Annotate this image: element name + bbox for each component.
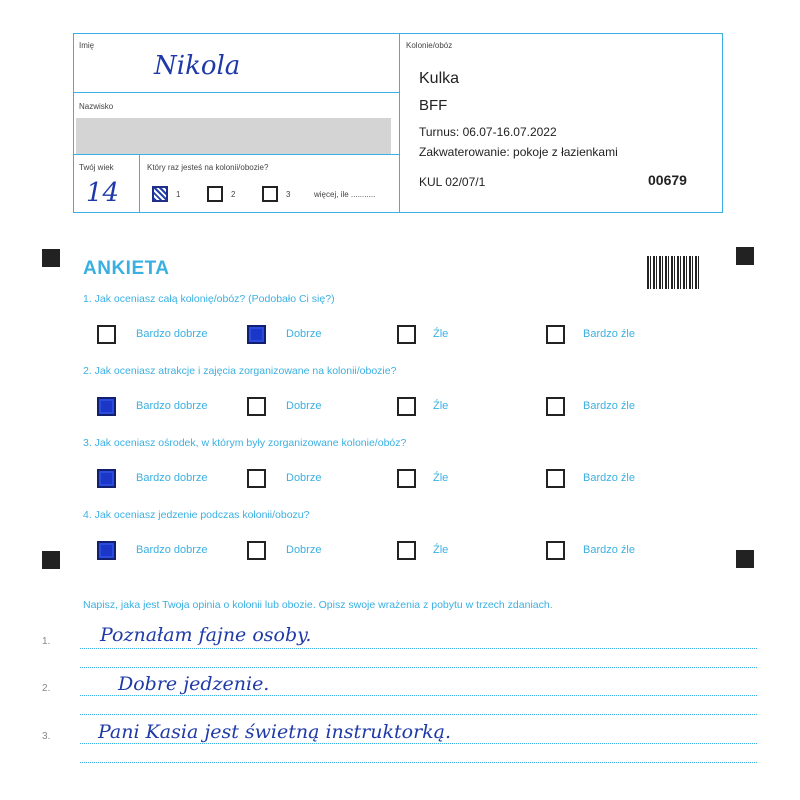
rating-checkbox[interactable] [546,541,565,560]
dotted-line [80,762,757,763]
registration-marker [42,551,60,569]
turnus: Turnus: 06.07-16.07.2022 [419,125,557,139]
colony-sub: BFF [419,97,448,114]
rating-label: Bardzo źle [583,328,635,340]
rating-label: Bardzo źle [583,400,635,412]
answer-1[interactable]: Poznałam fajne osoby. [100,624,312,646]
first-name-label: Imię [79,41,95,50]
registration-marker [736,550,754,568]
lodging: Zakwaterowanie: pokoje z łazienkami [419,145,618,159]
line-number: 1. [42,636,51,647]
times-option-2: 2 [231,190,236,199]
barcode [647,256,701,289]
rating-checkbox[interactable] [97,541,116,560]
rating-label: Dobrze [286,328,322,340]
rating-label: Dobrze [286,544,322,556]
last-name-label: Nazwisko [79,102,114,111]
rating-label: Źle [433,544,449,556]
rating-checkbox[interactable] [546,397,565,416]
rating-checkbox[interactable] [397,469,416,488]
line-number: 2. [42,683,51,694]
rating-checkbox[interactable] [97,469,116,488]
times-more: więcej, ile ........... [314,190,376,199]
rating-checkbox[interactable] [546,325,565,344]
dotted-line [80,648,757,649]
rating-checkbox[interactable] [97,325,116,344]
times-checkbox-1[interactable] [152,186,168,202]
rating-label: Źle [433,328,449,340]
rating-label: Źle [433,472,449,484]
rating-label: Dobrze [286,400,322,412]
header-divider [74,92,399,93]
times-checkbox-2[interactable] [207,186,223,202]
registration-marker [736,247,754,265]
question-text: 2. Jak oceniasz atrakcje i zajęcia zorganizowane na kolonii/obozie? [83,365,397,377]
dotted-line [80,667,757,668]
rating-checkbox[interactable] [97,397,116,416]
header-divider [139,154,140,212]
dotted-line [80,714,757,715]
rating-checkbox[interactable] [247,325,266,344]
header-divider [74,154,399,155]
opinion-prompt: Napisz, jaka jest Twoja opinia o kolonii lub obozie. Opisz swoje wrażenia z pobytu w trzech zdaniach. [83,599,553,611]
rating-label: Bardzo dobrze [136,544,208,556]
form-number: 00679 [648,172,687,188]
line-number: 3. [42,731,51,742]
rating-checkbox[interactable] [247,541,266,560]
rating-checkbox[interactable] [397,397,416,416]
rating-checkbox[interactable] [546,469,565,488]
rating-label: Bardzo źle [583,544,635,556]
times-option-3: 3 [286,190,291,199]
rating-checkbox[interactable] [247,469,266,488]
age-value[interactable]: 14 [86,178,120,208]
rating-label: Bardzo źle [583,472,635,484]
dotted-line [80,743,757,744]
dotted-line [80,695,757,696]
rating-checkbox[interactable] [247,397,266,416]
survey-title: ANKIETA [83,258,170,279]
rating-label: Bardzo dobrze [136,328,208,340]
colony-label: Kolonie/obóz [406,41,453,50]
question-text: 4. Jak oceniasz jedzenie podczas kolonii/obozu? [83,509,310,521]
rating-checkbox[interactable] [397,541,416,560]
question-text: 3. Jak oceniasz ośrodek, w którym były zorganizowane kolonie/obóz? [83,437,407,449]
header-box [73,33,723,213]
rating-label: Bardzo dobrze [136,400,208,412]
age-label: Twój wiek [79,163,114,172]
rating-label: Dobrze [286,472,322,484]
code: KUL 02/07/1 [419,175,486,189]
rating-label: Źle [433,400,449,412]
answer-3[interactable]: Pani Kasia jest świetną instruktorką. [98,721,452,743]
rating-label: Bardzo dobrze [136,472,208,484]
answer-2[interactable]: Dobre jedzenie. [118,673,270,695]
header-divider [399,34,400,212]
times-checkbox-3[interactable] [262,186,278,202]
first-name-value[interactable]: Nikola [154,51,241,81]
registration-marker [42,249,60,267]
rating-checkbox[interactable] [397,325,416,344]
question-text: 1. Jak oceniasz całą kolonię/obóz? (Podobało Ci się?) [83,293,335,305]
times-label: Który raz jesteś na kolonii/obozie? [147,163,269,172]
times-option-1: 1 [176,190,181,199]
redacted-last-name [76,118,391,154]
colony-name: Kulka [419,70,460,87]
